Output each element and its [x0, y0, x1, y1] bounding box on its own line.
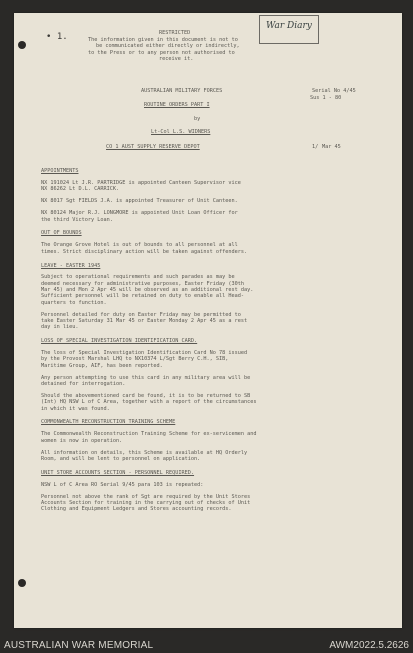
by-line: by — [194, 116, 201, 122]
officer-line: Lt-Col L.S. WIDNERS — [151, 129, 211, 135]
body-line: NX 8017 Sgt FIELDS J.A. is appointed Treasurer of Unit Canteen. — [41, 198, 238, 205]
body-line: The Commonwealth Reconstruction Training Scheme for ex-servicemen and — [41, 431, 257, 438]
body-line: the third Victory Loan. — [41, 216, 113, 223]
body-line: day in lieu. — [41, 324, 79, 331]
body-line: deemed necessary for administrative purposes, Easter Friday (30th — [41, 280, 245, 287]
body-line: quarters to function. — [41, 299, 107, 306]
unit-line: CO 1 AUST SUPPLY RESERVE DEPOT — [106, 144, 200, 150]
section-heading: OUT OF BOUNDS — [41, 230, 82, 237]
org-line: AUSTRALIAN MILITARY FORCES — [141, 88, 223, 94]
section-heading: COMMONWEALTH RECONSTRUCTION TRAINING SCHEME — [41, 419, 176, 426]
body-line: All information on details, this Scheme is available at HQ Orderly — [41, 449, 248, 456]
date-line: Mar 45 — [322, 144, 341, 150]
body-line: Should the abovementioned card be found, it is to be returned to SB — [41, 392, 251, 399]
serial-extra: Sus 1 - 80 — [310, 95, 342, 101]
body-line: Clothing and Equipment Ledgers and Stores accounting records. — [41, 506, 232, 513]
body-line: (Int) HQ NSW L of C Area, together with a report of the circumstances — [41, 399, 257, 406]
body-line: Mar 45) and Mon 2 Apr 45 will be observed as an additional rest day. — [41, 287, 254, 294]
section-heading: LEAVE - EASTER 1945 — [41, 262, 101, 269]
section-heading: LOSS OF SPECIAL INVESTIGATION IDENTIFICATION CARD. — [41, 338, 198, 345]
body-line: NX 86262 Lt D.L. CARRICK. — [41, 186, 120, 193]
classification-line: The information given in this document is not to — [88, 36, 238, 43]
body-line: detained for interrogation. — [41, 380, 126, 387]
body-line: Room, and will be lent to personnel on application. — [41, 455, 201, 462]
document-page — [14, 13, 402, 628]
date-mark: 1/ — [312, 144, 319, 150]
body-line: by the Provost Marshal LHQ to NX10374 L/Sgt Berry C.H., SIB, — [41, 356, 229, 363]
archive-footer — [0, 633, 413, 653]
body-line: Maritime Group, AIF, has been reported. — [41, 362, 163, 369]
handwritten-title: War Diary — [266, 21, 312, 31]
body-line: in which it was found. — [41, 405, 110, 412]
punch-hole-top — [18, 41, 26, 49]
body-line: NX 80124 Major R.J. LONGMORE is appointed Unit Loan Officer for — [41, 210, 238, 217]
margin-mark: • 1. — [46, 32, 68, 42]
body-line: The loss of Special Investigation Identification Card No 78 issued — [41, 350, 248, 357]
classification-line: receive it. — [159, 56, 194, 63]
body-line: NX 191024 Lt J.R. PARTRIDGE is appointed Canteen Supervisor vice — [41, 179, 241, 186]
body-line: Personnel not above the rank of Sgt are required by the Unit Stores — [41, 493, 251, 500]
body-line: Accounts Section for training in the carrying out of checks of Unit — [41, 500, 251, 506]
restricted-label: RESTRICTED — [159, 30, 191, 36]
orders-title: ROUTINE ORDERS PART I — [144, 102, 210, 108]
body-line: take Easter Saturday 31 Mar 45 or Easter Monday 2 Apr 45 as a rest — [41, 317, 248, 324]
body-line: Any person attempting to use this card in any military area will be — [41, 374, 251, 381]
footer-institution: AUSTRALIAN WAR MEMORIAL — [4, 640, 154, 651]
body-line: Personnel detailed for duty on Easter Friday may be permitted to — [41, 311, 241, 318]
body-line: Subject to operational requirements and such parades as may be — [41, 274, 235, 281]
section-heading: UNIT STORE ACCOUNTS SECTION - PERSONNEL REQUIRED. — [41, 469, 195, 476]
classification-line: to the Press or to any person not authorised to — [88, 49, 235, 56]
punch-hole-bottom — [18, 579, 26, 587]
body-line: NSW L of C Area RO Serial 9/45 para 103 is repeated: — [41, 481, 204, 488]
serial-label: Serial No 4/45 — [312, 88, 356, 94]
body-line: Sufficient personnel will be retained on duty to enable all Head- — [41, 293, 245, 300]
body-line: The Orange Grove Hotel is out of bounds to all personnel at all — [41, 242, 238, 249]
footer-accession: AWM2022.5.2626 — [329, 640, 409, 651]
classification-line: be communicated either directly or indirectly, — [96, 43, 240, 50]
section-heading: APPOINTMENTS — [41, 168, 79, 174]
body-line: women is now in operation. — [41, 437, 123, 444]
body-line: times. Strict disciplinary action will be taken against offenders. — [41, 248, 248, 255]
